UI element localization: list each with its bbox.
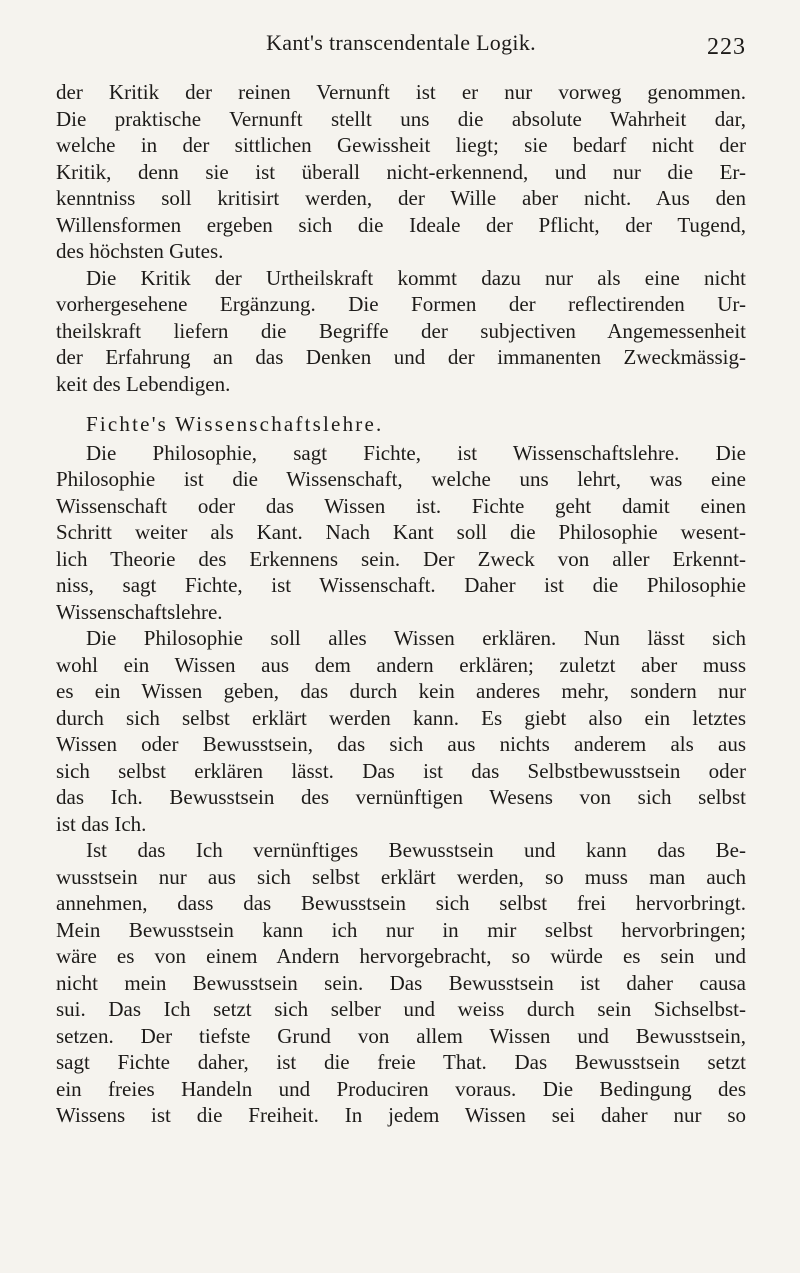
- page-number: 223: [707, 34, 746, 60]
- text-line: setzen. Der tiefste Grund von allem Wissen und Bewusstsein,: [56, 1023, 746, 1048]
- running-head: [56, 30, 746, 70]
- text-line: vorhergesehene Ergänzung. Die Formen der reflectirenden Ur-: [56, 292, 746, 316]
- text-line: sagt Fichte daher, ist die freie That. Das Bewusstsein setzt: [56, 1050, 746, 1074]
- text-line: niss, sagt Fichte, ist Wissenschaft. Daher ist die Philosophie: [56, 573, 746, 597]
- text-line: welche in der sittlichen Gewissheit liegt; sie bedarf nicht der: [56, 133, 746, 157]
- text-line: durch sich selbst erklärt werden kann. Es giebt also ein letztes: [56, 705, 746, 730]
- text-line: nicht mein Bewusstsein sein. Das Bewusstsein ist daher causa: [56, 970, 746, 995]
- text-line: Schritt weiter als Kant. Nach Kant soll die Philosophie wesent-: [56, 520, 746, 544]
- text-line: Wissens ist die Freiheit. In jedem Wissen sei daher nur so: [56, 1103, 746, 1127]
- text-line: annehmen, dass das Bewusstsein sich selbst frei hervorbringt.: [56, 891, 746, 915]
- text-line: Die Philosophie, sagt Fichte, ist Wissenschaftslehre. Die: [86, 440, 746, 465]
- text-line: ist das Ich.: [56, 811, 147, 836]
- text-line: Kritik, denn sie ist überall nicht-erkennend, und nur die Er-: [56, 159, 746, 184]
- body-text: [56, 79, 746, 1129]
- text-line: Willensformen ergeben sich die Ideale der Pflicht, der Tugend,: [56, 212, 746, 237]
- text-line: Die Kritik der Urtheilskraft kommt dazu nur als eine nicht: [86, 265, 746, 290]
- text-line: wohl ein Wissen aus dem andern erklären; zuletzt aber muss: [56, 652, 746, 677]
- text-line: Ist das Ich vernünftiges Bewusstsein und kann das Be-: [86, 838, 746, 862]
- text-line: Wissenschaftslehre.: [56, 599, 223, 624]
- text-line: Mein Bewusstsein kann ich nur in mir selbst hervorbringen;: [56, 917, 746, 942]
- text-line: Wissenschaft oder das Wissen ist. Fichte geht damit einen: [56, 493, 746, 518]
- text-line: der Erfahrung an das Denken und der immanenten Zweckmässig-: [56, 345, 746, 369]
- text-line: theilskraft liefern die Begriffe der subjectiven Angemessenheit: [56, 318, 746, 343]
- section-heading: Fichte's Wissenschaftslehre.: [86, 412, 384, 436]
- text-line: kenntniss soll kritisirt werden, der Wille aber nicht. Aus den: [56, 186, 746, 210]
- text-line: des höchsten Gutes.: [56, 239, 224, 263]
- text-line: Philosophie ist die Wissenschaft, welche uns lehrt, was eine: [56, 467, 746, 491]
- text-line: es ein Wissen geben, das durch kein anderes mehr, sondern nur: [56, 679, 746, 703]
- text-line: der Kritik der reinen Vernunft ist er nur vorweg genommen.: [56, 80, 746, 104]
- running-title: Kant's transcendentale Logik.: [266, 30, 536, 55]
- text-line: Die praktische Vernunft stellt uns die absolute Wahrheit dar,: [56, 106, 746, 131]
- text-line: Wissen oder Bewusstsein, das sich aus nichts anderem als aus: [56, 732, 746, 756]
- text-line: das Ich. Bewusstsein des vernünftigen Wesens von sich selbst: [56, 785, 746, 809]
- text-line: sich selbst erklären lässt. Das ist das Selbstbewusstsein oder: [56, 758, 746, 783]
- text-line: wusstsein nur aus sich selbst erklärt werden, so muss man auch: [56, 864, 746, 889]
- text-line: wäre es von einem Andern hervorgebracht, so würde es sein und: [56, 944, 746, 968]
- text-line: lich Theorie des Erkennens sein. Der Zweck von aller Erkennt-: [56, 546, 746, 571]
- text-line: sui. Das Ich setzt sich selber und weiss durch sein Sichselbst-: [56, 997, 746, 1021]
- text-line: ein freies Handeln und Produciren voraus. Die Bedingung des: [56, 1076, 746, 1101]
- text-line: Die Philosophie soll alles Wissen erklären. Nun lässt sich: [86, 626, 746, 650]
- text-line: keit des Lebendigen.: [56, 371, 231, 396]
